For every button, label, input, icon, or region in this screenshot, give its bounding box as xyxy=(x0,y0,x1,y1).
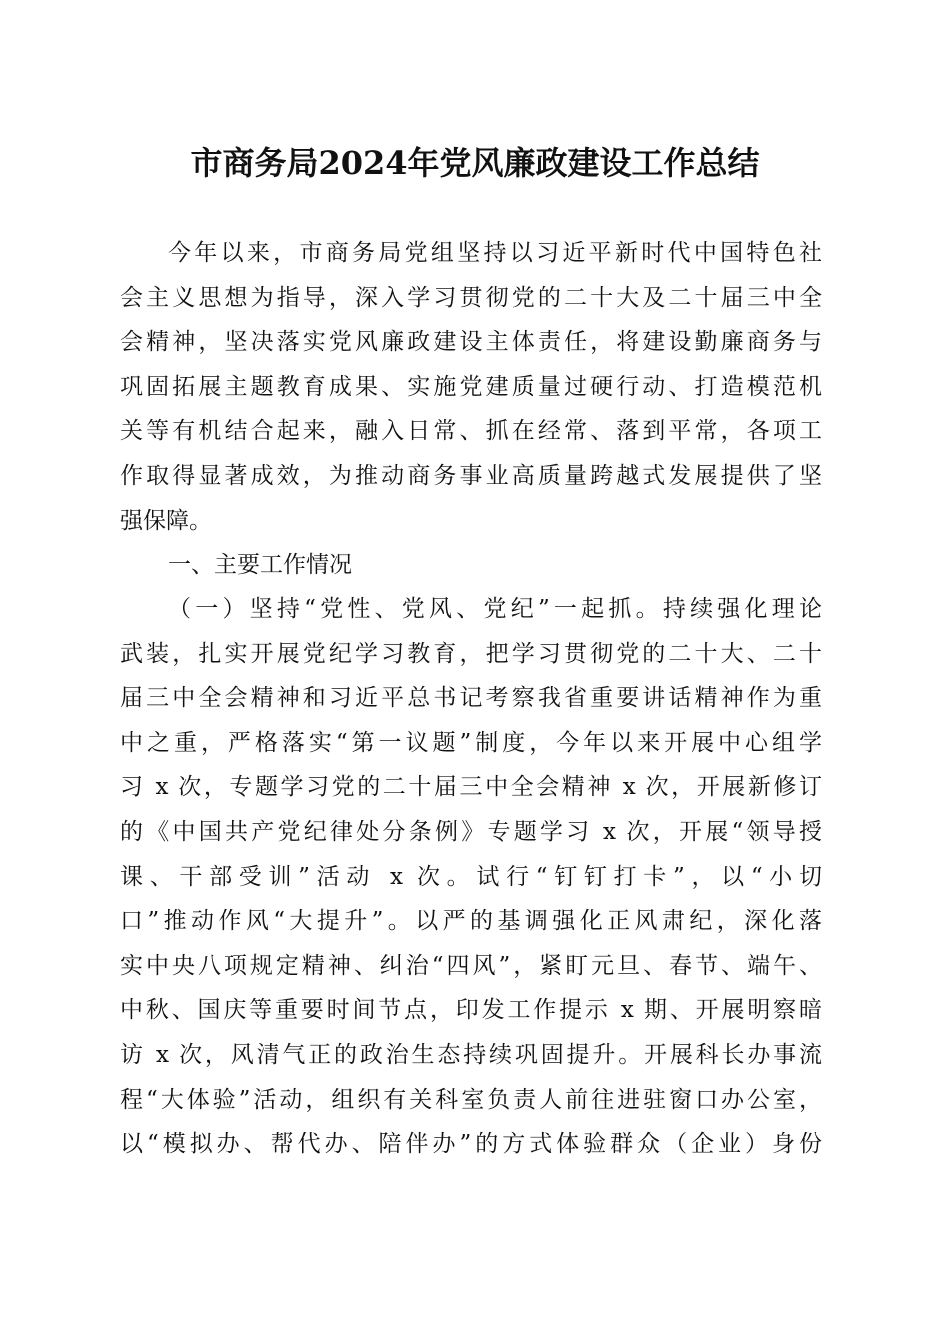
paragraph-line: 作取得显著成效，为推动商务事业高质量跨越式发展提供了坚 xyxy=(120,463,822,489)
paragraph-line: 关等有机结合起来，融入日常、抓在经常、落到平常，各项工 xyxy=(120,418,822,445)
paragraph-line: 实中央八项规定精神、纠治“四风”，紧盯元旦、春节、端午、 xyxy=(120,952,822,979)
paragraph-line: 以“模拟办、帮代办、陪伴办”的方式体验群众（企业）身份 xyxy=(120,1131,822,1158)
paragraph-line: 武装，扎实开展党纪学习教育，把学习贯彻党的二十大、二十 xyxy=(120,640,822,667)
paragraph-line: 届三中全会精神和习近平总书记考察我省重要讲话精神作为重 xyxy=(120,685,822,712)
paragraph-line: 口”推动作风“大提升”。以严的基调强化正风肃纪，深化落 xyxy=(120,908,822,935)
paragraph-line: 课、干部受训”活动 x 次。试行“钉钉打卡”，以“小切 xyxy=(120,863,822,890)
paragraph-line: 的《中国共产党纪律处分条例》专题学习 x 次，开展“领导授 xyxy=(120,819,822,845)
paragraph-line: 程“大体验”活动，组织有关科室负责人前往进驻窗口办公室， xyxy=(120,1086,822,1113)
paragraph-line: 访 x 次，风清气正的政治生态持续巩固提升。开展科长办事流 xyxy=(120,1042,822,1068)
paragraph-line: 会主义思想为指导，深入学习贯彻党的二十大及二十届三中全 xyxy=(120,284,822,311)
paragraph-line: （一）坚持“党性、党风、党纪”一起抓。持续强化理论 xyxy=(168,596,822,622)
document-title: 市商务局2024年党风廉政建设工作总结 xyxy=(190,144,760,182)
paragraph-line: 会精神，坚决落实党风廉政建设主体责任，将建设勤廉商务与 xyxy=(120,329,822,356)
paragraph-line: 强保障。 xyxy=(120,507,212,534)
paragraph-line: 习 x 次，专题学习党的二十届三中全会精神 x 次，开展新修订 xyxy=(120,774,822,801)
paragraph-line: 今年以来，市商务局党组坚持以习近平新时代中国特色社 xyxy=(168,240,822,266)
paragraph-line: 中之重，严格落实“第一议题”制度，今年以来开展中心组学 xyxy=(120,729,822,756)
section-heading: 一、主要工作情况 xyxy=(168,552,352,578)
paragraph-line: 中秋、国庆等重要时间节点，印发工作提示 x 期、开展明察暗 xyxy=(120,997,822,1024)
paragraph-line: 巩固拓展主题教育成果、实施党建质量过硬行动、打造模范机 xyxy=(120,373,822,400)
